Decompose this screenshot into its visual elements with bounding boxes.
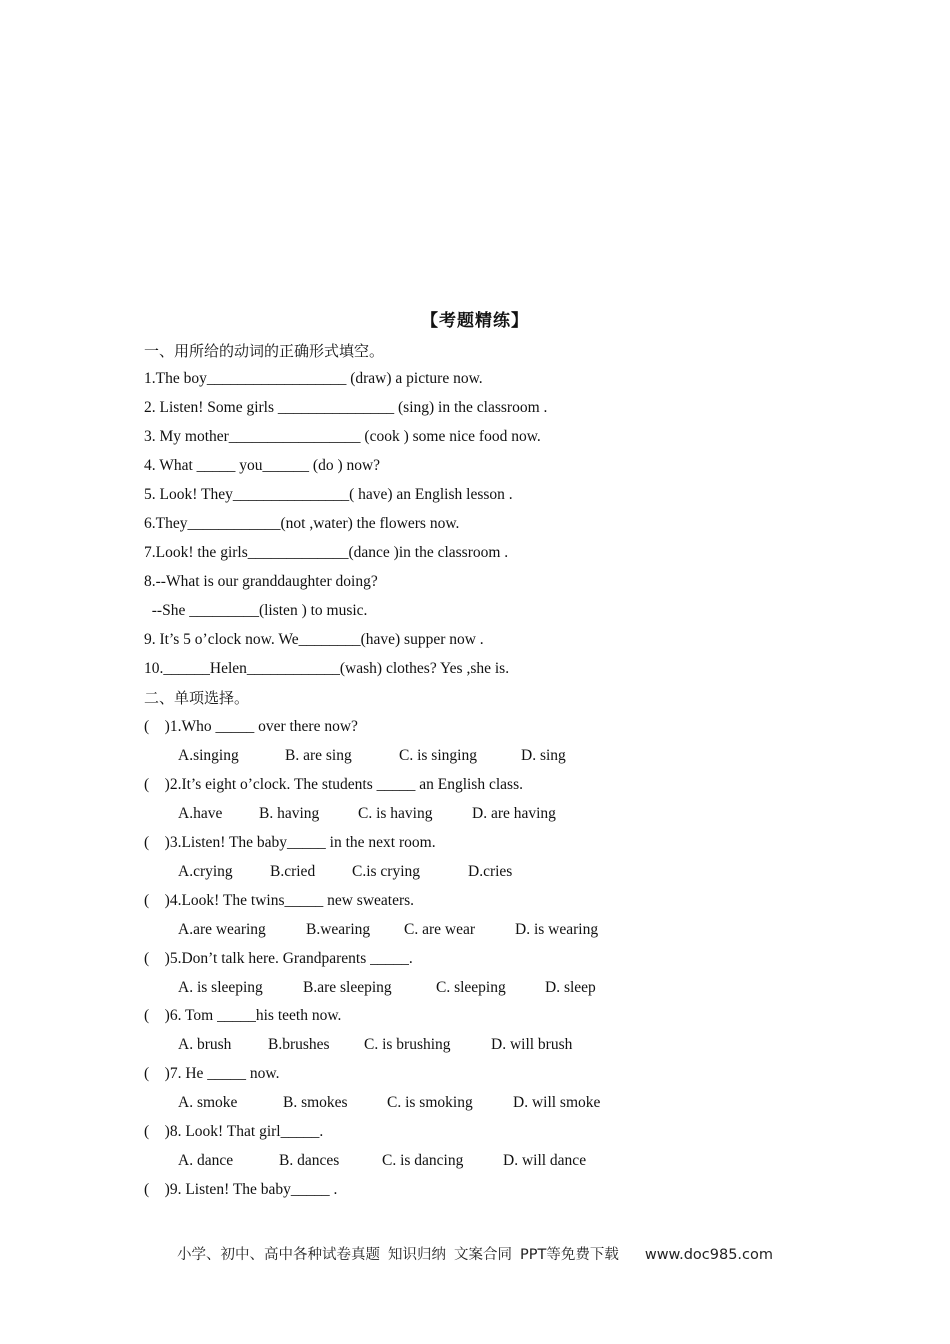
question-stem: ( )1.Who _____ over there now? [144, 718, 358, 735]
option-c: C. are wear [404, 921, 475, 938]
footer-text: PPT等免费下载 [519, 1247, 619, 1263]
fill-item-2: 2. Listen! Some girls _______________ (sing) in the classroom . [144, 399, 548, 416]
option-d: D.cries [468, 863, 513, 880]
footer-text: 小学、初中、高中各种试卷真题 [176, 1247, 380, 1263]
fill-item-6: 6.They____________(not ,water) the flowers now. [144, 515, 460, 532]
option-a: A. dance [178, 1152, 234, 1169]
footer-text: 知识归纳 [387, 1247, 446, 1263]
option-b: B. smokes [283, 1094, 348, 1111]
option-d: D. are having [472, 805, 556, 822]
option-c: C. is dancing [382, 1152, 464, 1169]
option-d: D. will dance [503, 1152, 587, 1169]
question-stem: ( )2.It’s eight o’clock. The students _____ an English class. [144, 776, 523, 793]
option-d: D. is wearing [515, 921, 599, 938]
question-stem: ( )8. Look! That girl_____. [144, 1123, 324, 1140]
question-stem: ( )3.Listen! The baby_____ in the next room. [144, 834, 436, 851]
fill-item-5: 5. Look! They_______________( have) an English lesson . [144, 486, 513, 503]
option-c: C.is crying [352, 863, 421, 880]
question-stem: ( )9. Listen! The baby_____ . [144, 1181, 338, 1198]
section1-heading: 一、用所给的动词的正确形式填空。 [144, 342, 385, 360]
fill-item-10: 10.______Helen____________(wash) clothes? Yes ,she is. [144, 660, 510, 677]
option-b: B.brushes [268, 1036, 330, 1053]
fill-item-3: 3. My mother_________________ (cook ) some nice food now. [144, 428, 541, 445]
footer-url: www.doc985.com [644, 1247, 774, 1263]
option-d: D. sleep [545, 979, 596, 996]
question-stem: ( )6. Tom _____his teeth now. [144, 1007, 342, 1024]
footer [0, 1243, 950, 1264]
option-c: C. is brushing [364, 1036, 451, 1053]
option-a: A. brush [178, 1036, 232, 1053]
option-a: A.crying [178, 863, 233, 880]
option-c: C. is smoking [387, 1094, 473, 1111]
question-stem: ( )7. He _____ now. [144, 1065, 280, 1082]
option-b: B.wearing [306, 921, 371, 938]
fill-item-4: 4. What _____ you______ (do ) now? [144, 457, 381, 474]
option-d: D. sing [521, 747, 566, 764]
fill-item-9: 9. It’s 5 o’clock now. We________(have) supper now . [144, 631, 484, 648]
option-a: A.are wearing [178, 921, 266, 938]
footer-text: 文案合同 [453, 1247, 512, 1263]
option-c: C. sleeping [436, 979, 506, 996]
option-a: A.have [178, 805, 223, 822]
option-d: D. will brush [491, 1036, 573, 1053]
option-d: D. will smoke [513, 1094, 601, 1111]
option-a: A. is sleeping [178, 979, 263, 996]
option-b: B. are sing [285, 747, 352, 764]
question-stem: ( )4.Look! The twins_____ new sweaters. [144, 892, 415, 909]
fill-item-1: 1.The boy__________________ (draw) a picture now. [144, 370, 483, 387]
section2-heading: 二、单项选择。 [144, 689, 250, 707]
option-c: C. is having [358, 805, 433, 822]
option-a: A. smoke [178, 1094, 238, 1111]
fill-item-8-answer: --She _________(listen ) to music. [144, 602, 368, 619]
option-b: B. having [259, 805, 320, 822]
option-b: B. dances [279, 1152, 340, 1169]
page-title: 【考题精练】 [421, 311, 529, 331]
fill-item-8: 8.--What is our granddaughter doing? [144, 573, 378, 590]
question-stem: ( )5.Don’t talk here. Grandparents _____. [144, 950, 413, 967]
option-c: C. is singing [399, 747, 477, 764]
option-b: B.are sleeping [303, 979, 392, 996]
option-a: A.singing [178, 747, 239, 764]
option-b: B.cried [270, 863, 316, 880]
fill-item-7: 7.Look! the girls_____________(dance )in the classroom . [144, 544, 509, 561]
